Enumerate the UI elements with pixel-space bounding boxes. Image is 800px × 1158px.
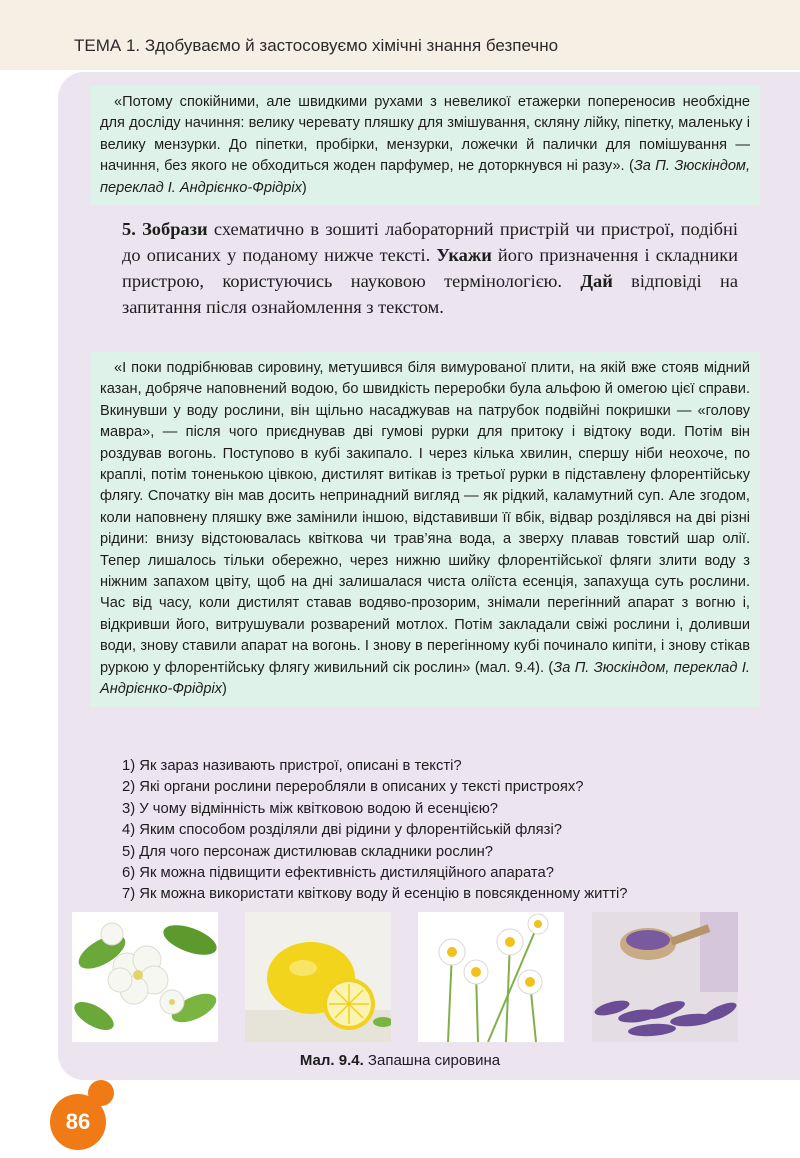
header-band [0, 0, 800, 70]
quote-source: За П. Зюскіндом, переклад І. Андрієнко-Фрідріх [100, 659, 750, 698]
question-item: 1) Як зараз називають пристрої, описані в тексті? [122, 758, 462, 774]
photo-lemon [245, 912, 391, 1042]
figure-photos [72, 912, 740, 1042]
task-number: 5. [122, 219, 136, 239]
figure-caption: Мал. 9.4. Запашна сировина [299, 1052, 501, 1069]
photo-jasmine [72, 912, 218, 1042]
question-item: 7) Як можна використати квіткову воду й есенцію в повсякденному житті? [122, 886, 628, 903]
task-verb-draw: Зобрази [142, 219, 208, 239]
task-verb-answer: Дай [580, 271, 613, 291]
task-5: 5. Зобрази схематично в зошиті лабораторний пристрій чи пристрої, подібні до описаних у поданому нижче тексті. Укажи його призначення і складники пристрою, користуючись науковою термінологією. Дай відповіді на запитання після ознайомлення з текстом. [122, 219, 738, 317]
chamomile-image [418, 912, 564, 1042]
question-item: 6) Як можна підвищити ефективність дистиляційного апарата? [122, 865, 554, 882]
question-item: 5) Для чого персонаж дистилював складники рослин? [122, 843, 494, 860]
lavender-image [592, 912, 738, 1042]
jasmine-image [72, 912, 218, 1042]
photo-lavender [592, 912, 738, 1042]
question-item: 4) Яким способом розділяли дві рідини у флорентійській флязі? [122, 822, 562, 839]
photo-chamomile [418, 912, 564, 1042]
quote-text: «І поки подрібнював сировину, метушився біля вимурованої плити, на якій вже стояв мідний казан, добряче наповнений водою, бо швидкість переробки була альфою й омегою цієї справи. Вкинувши у воду рослини, він щільно насаджував на патрубок подвійні покришки — «голову мавра», — після чого приєднував дві гумові рурки для притоку і відтоку води. Потім він роздував вогонь. Поступово в кубі закипало. І через кілька хвилин, спершу ніби неохоче, по краплі, потім тоненькою цівкою, дистилят витікав із третьої рурки в підставлену флорентійську флягу. Спочатку він мав досить непринадний вигляд — як рідкий, каламутний суп. Але згодом, коли наповнену пляшку вже замінили іншою, відставивши її вбік, відвар розділявся на дві різні рідини: внизу відстоювалась квіткова чи трав’яна вода, а зверху плавав товстий шар олії. Тепер лишалось тільки обережно, через нижню шийку флорентійської фляги злити воду з ніжним запахом цвіту, щоб на дні залишалася чиста оліїста есенція, запахуща суть рослини. Час від часу, коли дистилят ставав водяво-прозорим, знімали перегінний апарат з вогню і, відкривши його, витрушували розварений мотлох. Потім закладали свіжі рослини і, доливши води, знову ставили апарат на вогонь. І знову в перегінному кубі починало кипіти, і знову стікав руркою у флорентійську флягу живильний сік рослин» (мал. 9.4). ( [100, 360, 750, 676]
quote-source: За П. Зюскіндом, переклад І. Андрієнко-Фрідріх [100, 158, 750, 196]
question-item: 2) Які органи рослини переробляли в описаних у тексті пристроях? [122, 779, 584, 796]
page-header-title: ТЕМА 1. Здобуваємо й застосовуємо хімічні знання безпечно [74, 36, 559, 55]
figure-label: Мал. 9.4. [299, 1052, 364, 1069]
lemon-image [245, 912, 391, 1042]
question-list [122, 756, 762, 906]
task-verb-indicate: Укажи [436, 245, 492, 265]
quote-distillation: «І поки подрібнював сировину, метушився біля вимурованої плити, на якій вже стояв мідний казан, добряче наповнений водою, бо швидкість переробки була альфою й омегою цієї справи. Вкинувши у воду рослини, він щільно насаджував на патрубок подвійні покришки — «голову мавра», — після чого приєднував дві гумові рурки для притоку і відтоку води. Потім він роздував вогонь. Поступово в кубі закипало. І через кілька хвилин, спершу ніби неохоче, по краплі, потім тоненькою цівкою, дистилят витікав із третьої рурки в підставлену флорентійську флягу. Спочатку він мав досить непринадний вигляд — як рідкий, каламутний суп. Але згодом, коли наповнену пляшку вже замінили іншою, відставивши її вбік, відвар розділявся на дві різні рідини: внизу відстоювалась квіткова чи трав’яна вода, а зверху плавав товстий шар олії. Тепер лишалось тільки обережно, через нижню шийку флорентійської фляги злити воду з ніжним запахом цвіту, щоб на дні залишалася чиста оліїста есенція, запахуща суть рослини. Час від часу, коли дистилят ставав водяво-прозорим, знімали перегінний апарат з вогню і, відкривши його, витрушували розварений мотлох. Потім закладали свіжі рослини і, доливши води, знову ставили апарат на вогонь. І знову в перегінному кубі починало кипіти, і знову стікав руркою у флорентійську флягу живильний сік рослин» (мал. 9.4). (За П. Зюскіндом, переклад І. Андрієнко-Фрідріх) [90, 352, 760, 707]
quote-perfumer-tools: «Потому спокійними, але швидкими рухами з невеликої етажерки попереносив необхідне для досліду начиння: велику черевату пляшку для змішування, скляну лійку, піпетку, маленьку і велику мензурки. До піпетки, пробірки, мензурки, ложечки й палички для помішування — начиння, без якого не обходиться жоден парфумер, не доторкнувся ні разу». (За П. Зюскіндом, переклад І. Андрієнко-Фрідріх) [90, 86, 760, 205]
page-number: 86 [65, 1109, 91, 1134]
question-item: 3) У чому відмінність між квітковою водою й есенцією? [122, 800, 499, 817]
quote-text: «Потому спокійними, але швидкими рухами з невеликої етажерки попереносив необхідне для досліду начиння: велику черевату пляшку для змішування, скляну лійку, піпетку, маленьку і велику мензурки. До піпетки, пробірки, мензурки, ложечки й палички для помішування — начиння, без якого не обходиться жоден парфумер, не доторкнувся ні разу». ( [100, 94, 750, 175]
